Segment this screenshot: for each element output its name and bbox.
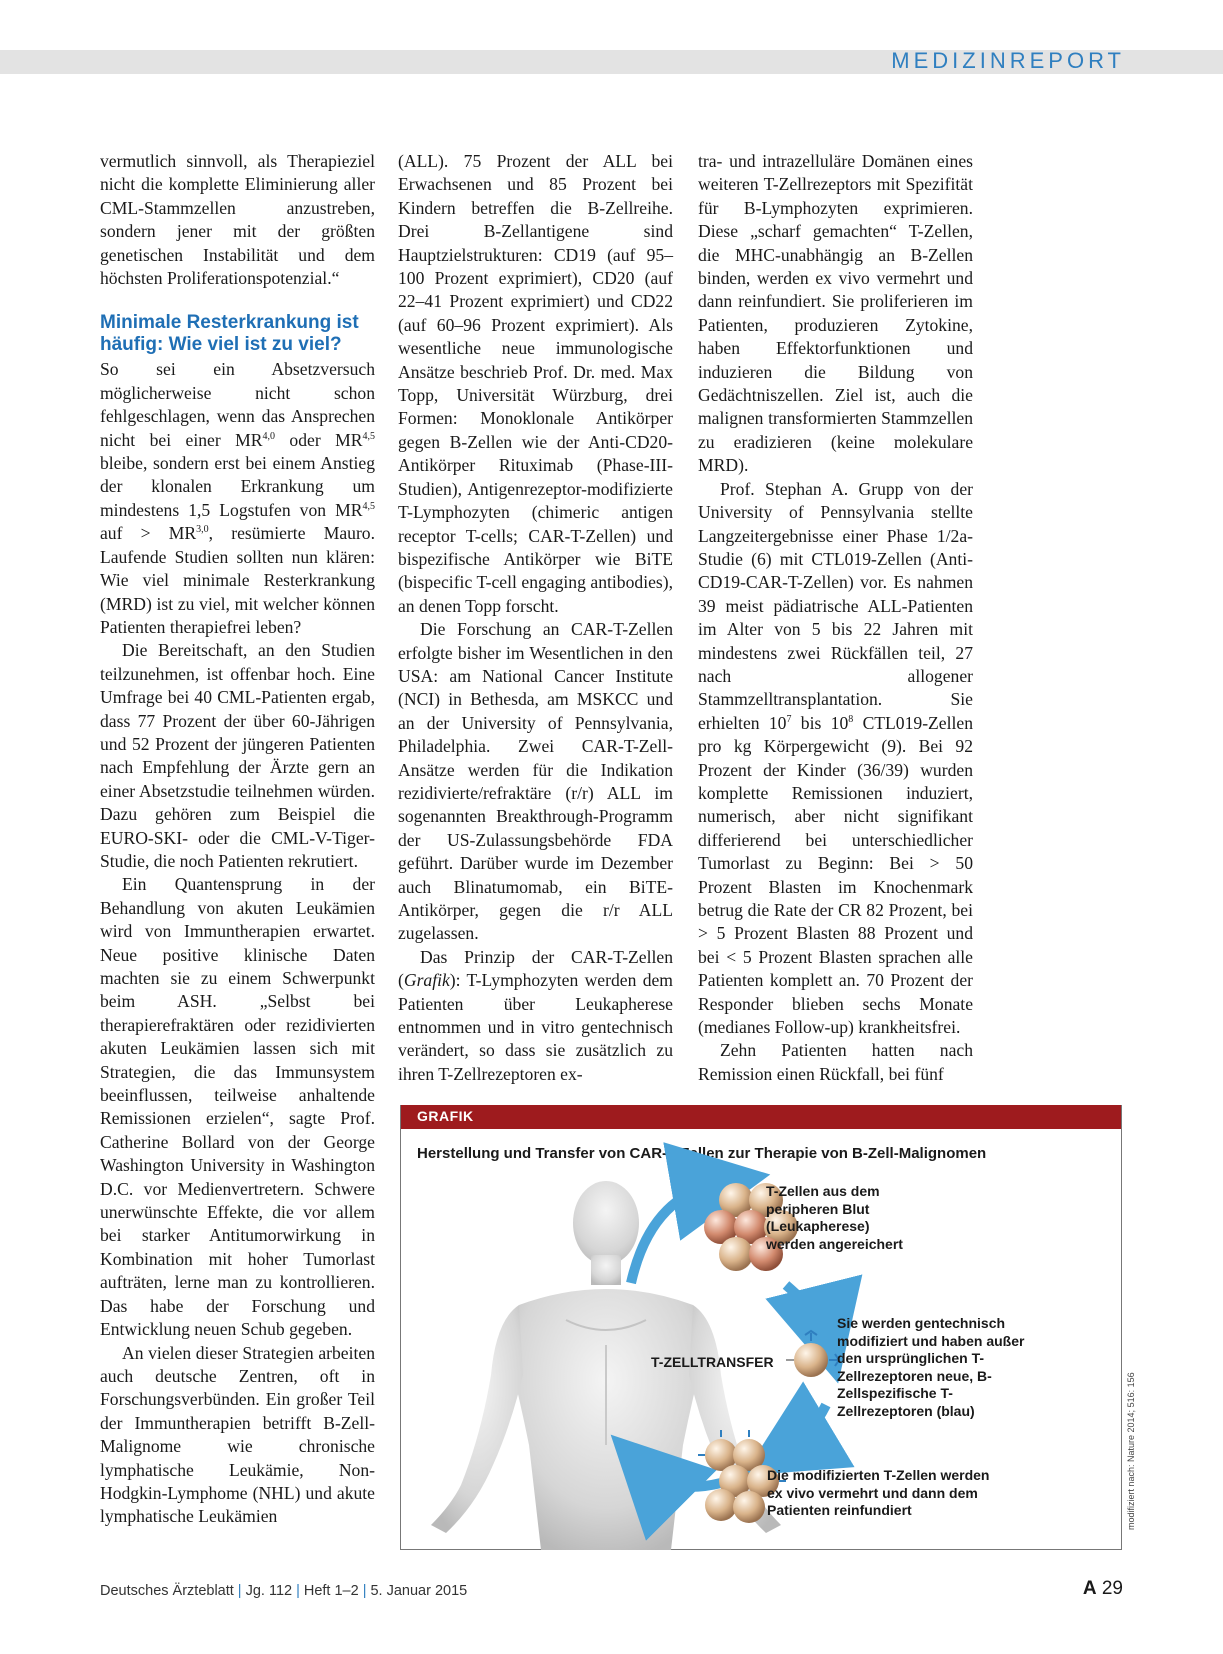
graphic-reference: Grafik xyxy=(403,970,450,991)
text-column-3 xyxy=(698,150,973,1086)
paragraph: Die Bereitschaft, an den Studien teilzunehmen, ist offenbar hoch. Eine Umfrage bei 40 CML-Patienten ergab, dass 77 Prozent der über 60-Jährigen und 52 Prozent der jüngeren Patienten nach Empfehlung der Ärzte gern an einer Absetzstudie teilnehmen würden. Dazu gehören zum Beispiel die EURO-SKI- oder die CML-V-Tiger-Studie, die noch Patienten rekrutiert. xyxy=(100,640,375,871)
paragraph: Die Forschung an CAR-T-Zellen erfolgte bisher im Wesentlichen in den USA: am National Cancer Institute (NCI) in Bethesda, am MSKCC und an der University of Pennsylvania, Philadelphia. Zwei CAR-T-Zell-Ansätze werden für die Indikation rezidivierte/refraktäre (r/r) ALL im sogenannten Breakthrough-Programm der US-Zulassungsbehörde FDA geführt. Darüber wurde im Dezember auch Blinatumomab, ein BiTE-Antikörper, gegen die r/r ALL zugelassen. xyxy=(398,619,673,944)
text-column-1 xyxy=(100,150,375,1529)
paragraph: Prof. Stephan A. Grupp von der University of Pennsylvania stellte Langzeitergebnisse einer Phase 1/2a-Studie (6) mit CTL019-Zellen (Anti-CD19-CAR-T-Zellen) vor. Es nahmen 39 meist pädiatrische ALL-Patienten im Alter von 5 bis 22 Jahren mit mindestens zwei Rückfällen teil, 27 nach allogener Stammzelltransplantation. Sie erhielten $10^7$ bis $10^8$ CTL019-Zellen pro kg Körpergewicht (9). Bei 92 Prozent der Kinder (36/39) wurden komplette Remissionen induziert, numerisch, aber nicht signifikant differierend bei unterschiedlicher Tumorlast zu Beginn: Bei > 50 Prozent Blasten im Knochenmark betrug die Rate der CR 82 Prozent, bei > 5 Prozent Blasten 88 Prozent und bei < 5 Prozent Blasten sprachen alle Patienten komplett an. 70 Prozent der Responder blieben sechs Monate (medianes Follow-up) krankheitsfrei. xyxy=(698,478,973,1038)
text-column-2 xyxy=(398,150,673,1086)
issue: Heft 1–2 xyxy=(303,1583,359,1599)
paragraph: (ALL). 75 Prozent der ALL bei Erwachsenen und 85 Prozent bei Kindern betreffen die B-Zellreihe. Drei B-Zellantigene sind Hauptzielstrukturen: CD19 (auf 95–100 Prozent exprimiert), CD20 (auf 22–41 Prozent exprimiert) und CD22 (auf 60–96 Prozent exprimiert). Als wesentliche neue immunologische Ansätze beschrieb Prof. Dr. med. Max Topp, Universität Würzburg, drei Formen: Monoklonale Antikörper gegen B-Zellen wie der Anti-CD20-Antikörper Rituximab (Phase-III-Studien), Antigenrezeptor-modifizierte T-Lymphozyten (chimeric antigen receptor T-cells; CAR-T-Zellen) und bispezifische Antikörper wie BiTE (bispecific T-cell engaging antibodies), an denen Topp forscht. xyxy=(398,151,673,616)
modified-t-cell-icon xyxy=(786,1331,839,1377)
page-number: A 29 xyxy=(1082,1578,1123,1599)
graphic-label-modification: Sie werden gentechnisch modifiziert und haben außer den ursprünglichen T-Zellrezeptoren neue, B-Zellspezifische T-Zellrezeptoren (blau) xyxy=(837,1315,1025,1419)
section-label: MEDIZINREPORT xyxy=(891,48,1125,73)
graphic-title: Herstellung und Transfer von CAR-T-Zellen zur Therapie von B-Zell-Malignomen xyxy=(417,1145,987,1162)
arrow-expansion-icon xyxy=(786,1405,826,1450)
journal-name: Deutsches Ärzteblatt xyxy=(100,1583,234,1599)
graphic-label-leukapheresis: T-Zellen aus dem peripheren Blut (Leukapherese) werden angereichert xyxy=(766,1183,903,1252)
paragraph: So sei ein Absetzversuch möglicherweise nicht schon fehlgeschlagen, wenn das Ansprechen nicht bei einer MR$^{4,0}$ oder MR$^{4,5}$ bleibe, sondern erst bei einem Anstieg der klonalen Erkrankung um mindestens 1,5 Logstufen von MR$^{4,5}$ auf > MR$^{3,0}$, resümierte Mauro. Laufende Studien sollten nun klären: Wie viel minimale Resterkrankung (MRD) ist zu viel, mit welcher können Patienten therapiefrei leben? xyxy=(100,359,375,637)
arrow-modification-icon xyxy=(786,1285,826,1335)
paragraph: vermutlich sinnvoll, als Therapieziel nicht die komplette Eliminierung aller CML-Stammzellen anzustreben, sondern jener mit der größten genetischen Instabilität und dem höchsten Proliferationspotenzial.“ xyxy=(100,151,375,289)
footer: Deutsches Ärzteblatt | Jg. 112 | Heft 1–2 | 5. Januar 2015 xyxy=(100,1583,468,1599)
graphic-box xyxy=(400,1105,1122,1550)
paragraph: Ein Quantensprung in der Behandlung von akuten Leukämien wird von Immuntherapien erwartet. Neue positive klinische Daten machten sie zu einem Schwerpunkt beim ASH. „Selbst bei therapierefraktären oder rezidivierten akuten Leukämien lassen sich mit Strategien, die das Immunsystem beeinflussen, teilweise anhaltende Remissionen erzielen“, sagte Prof. Catherine Bollard von der George Washington University in Washington D.C. vor Medienvertretern. Schwere unerwünschte Effekte, die vor allem bei starker Antitumorwirkung in Kombination mit hoher Tumorlast aufträten, lerne man zu kontrollieren. Das habe der Forschung und Entwicklung neuen Schub gegeben. xyxy=(100,874,375,1340)
graphic-tag: GRAFIK xyxy=(417,1108,474,1124)
paragraph: Zehn Patienten hatten nach Remission einen Rückfall, bei fünf xyxy=(698,1040,973,1084)
paragraph: An vielen dieser Strategien arbeiten auch deutsche Zentren, oft in Forschungsverbünden. Ein großer Teil der Immuntherapien betrifft B-Zell-Malignome wie chronische lymphatische Leukämie, Non-Hodgkin-Lymphome (NHL) und akute lymphatische Leukämien xyxy=(100,1342,375,1527)
issue-date: 5. Januar 2015 xyxy=(370,1583,468,1599)
graphic-label-transfer: T-ZELLTRANSFER xyxy=(651,1354,774,1370)
section-heading: Minimale Resterkrankung ist häufig: Wie viel ist zu viel? xyxy=(100,312,359,356)
paragraph: Das Prinzip der CAR-T-Zellen (Grafik): T-Lymphozyten werden dem Patienten über Leukapherese entnommen und in vitro gentechnisch verändert, so dass sie zusätzlich zu ihren T-Zellrezeptoren ex- xyxy=(398,946,673,1084)
graphic-label-reinfusion: Die modifizierten T-Zellen werden ex vivo vermehrt und dann dem Patienten reinfundiert xyxy=(767,1467,990,1518)
paragraph: tra- und intrazelluläre Domänen eines weiteren T-Zellrezeptors mit Spezifität für B-Lymphozyten exprimieren. Diese „scharf gemachten“ T-Zellen, die MHC-unabhängig an B-Zellen binden, werden ex vivo vermehrt und dann reinfundiert. Sie proliferieren im Patienten, produzieren Zytokine, haben Effektorfunktionen und induzieren die Bildung von Gedächtniszellen. Ziel ist, auch die malignen transformierten Stammzellen zu eradizieren (keine molekulare MRD). xyxy=(698,151,973,476)
volume: Jg. 112 xyxy=(245,1583,293,1599)
graphic-credit: modifiziert nach: Nature 2014; 516: 156 xyxy=(1126,1372,1136,1530)
